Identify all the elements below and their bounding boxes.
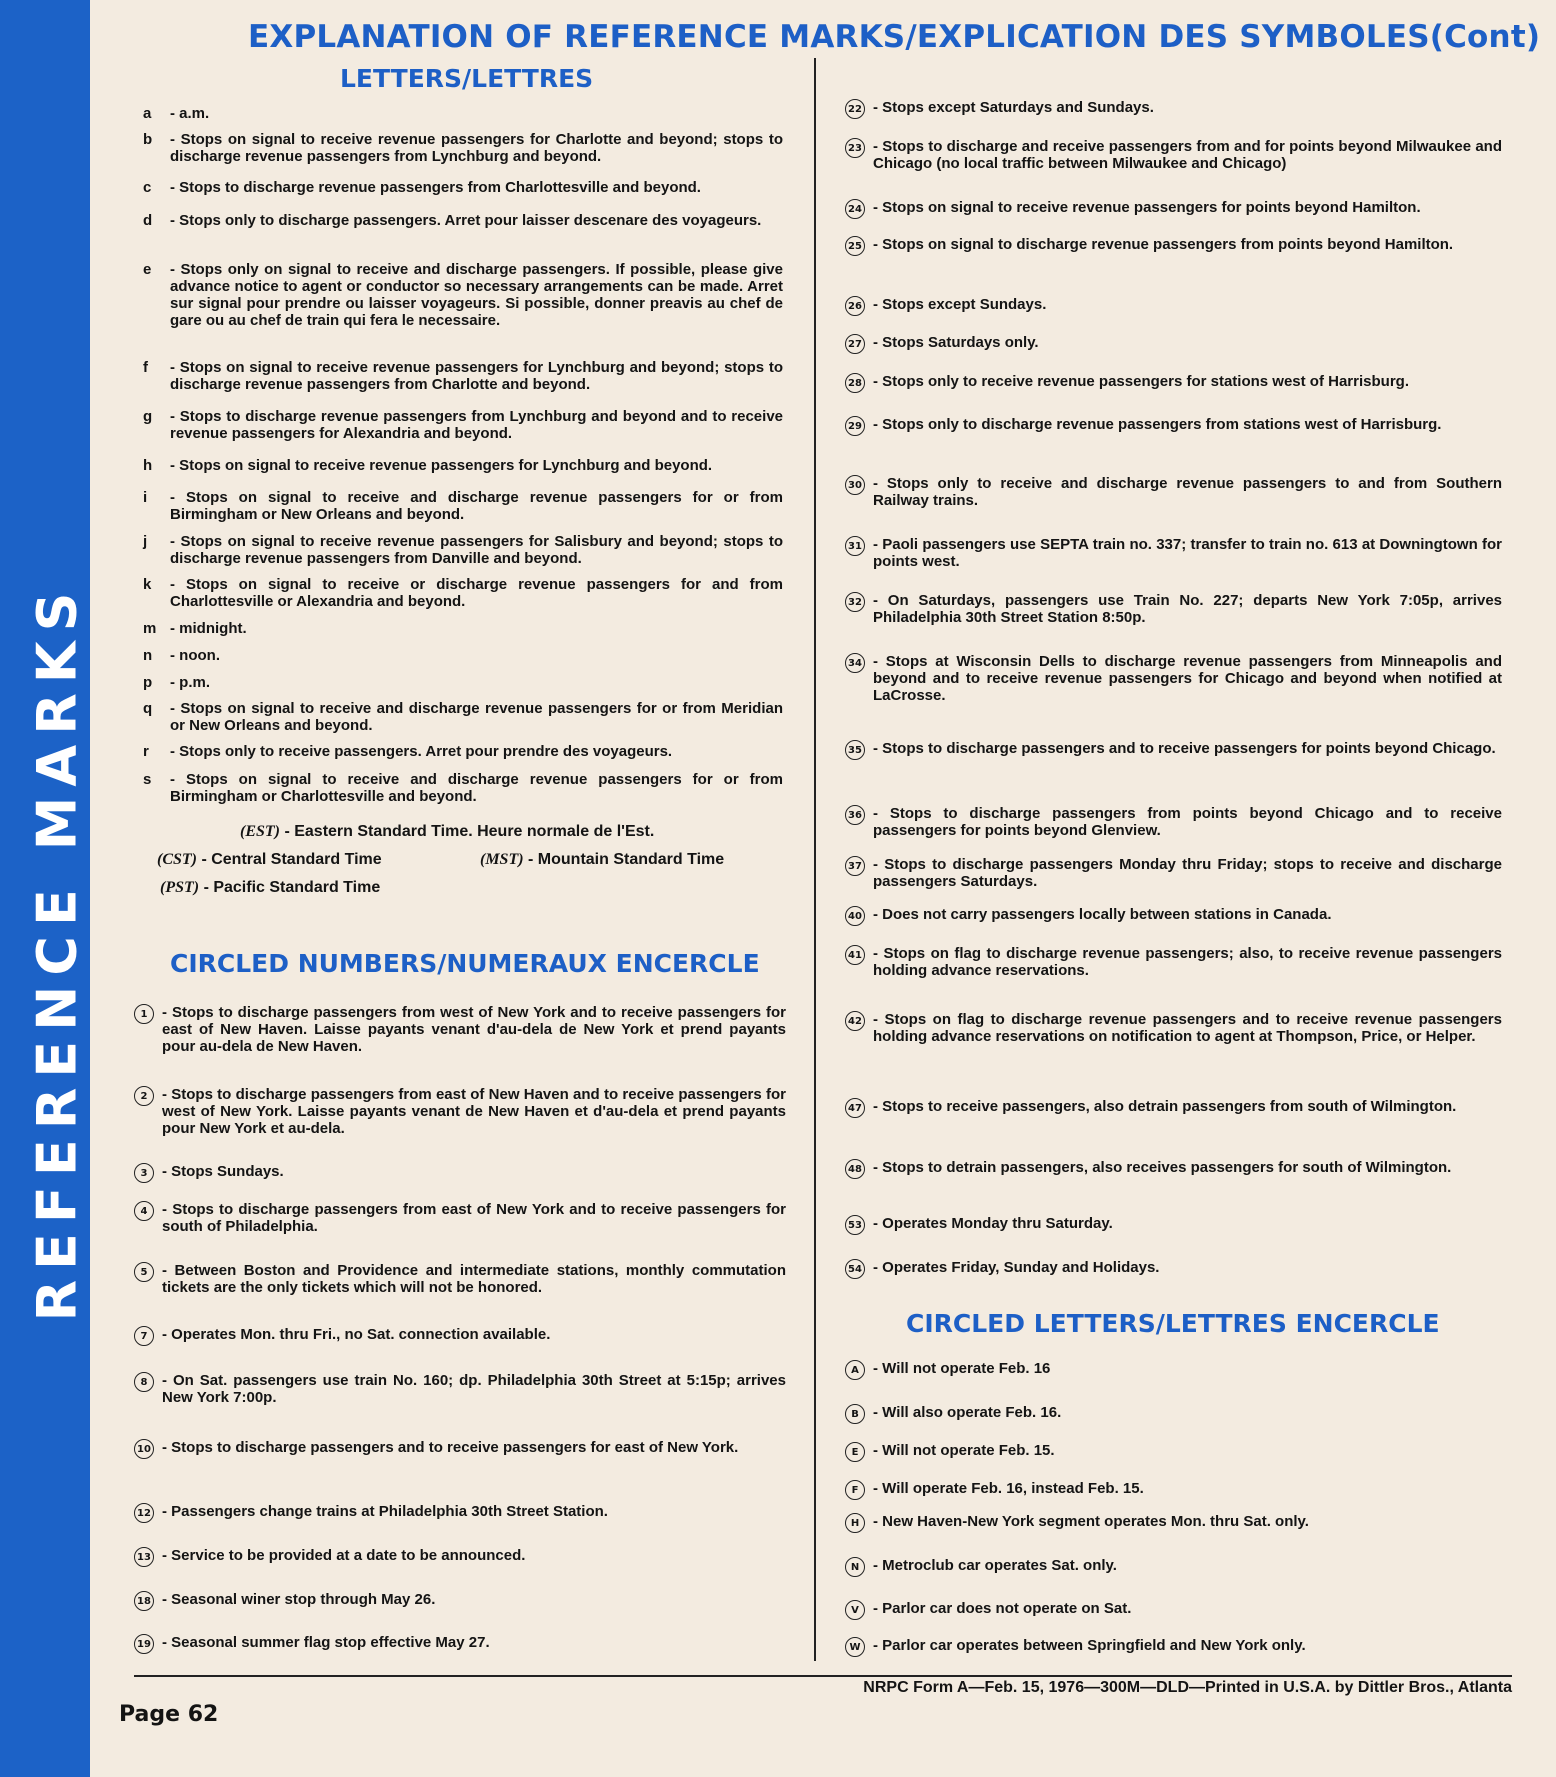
- letter-entry-j: j - Stops on signal to receive revenue passengers for Salisbury and beyond; stops to discharge revenue passengers from Danville and beyond.: [143, 533, 783, 567]
- circled-letter-entry-H: H - New Haven-New York segment operates Mon. thru Sat. only.: [845, 1513, 1502, 1533]
- circled-letter-entry-A: A - Will not operate Feb. 16: [845, 1360, 1502, 1380]
- circled-entry-31: 31 - Paoli passengers use SEPTA train no. 337; transfer to train no. 613 at Downingtown for points west.: [845, 536, 1502, 570]
- circled-entry-54: 54 - Operates Friday, Sunday and Holidays.: [845, 1259, 1502, 1279]
- letter-entry-s: s - Stops on signal to receive and discharge revenue passengers for or from Birmingham or Charlottesville and beyond.: [143, 771, 783, 805]
- page-title: EXPLANATION OF REFERENCE MARKS/EXPLICATION DES SYMBOLES(Cont): [248, 19, 1541, 55]
- circled-entry-18: 18 - Seasonal winer stop through May 26.: [134, 1591, 786, 1611]
- timezone-est: (EST) - Eastern Standard Time. Heure normale de l'Est.: [240, 823, 655, 840]
- letter-entry-k: k - Stops on signal to receive or discharge revenue passengers for and from Charlottesville or Alexandria and beyond.: [143, 576, 783, 610]
- circled-letter-entry-F: F - Will operate Feb. 16, instead Feb. 15.: [845, 1480, 1502, 1500]
- circled-letter-entry-V: V - Parlor car does not operate on Sat.: [845, 1600, 1502, 1620]
- circled-entry-30: 30 - Stops only to receive and discharge revenue passengers to and from Southern Railway trains.: [845, 475, 1502, 509]
- circled-entry-34: 34 - Stops at Wisconsin Dells to discharge revenue passengers from Minneapolis and beyond and to receive revenue passengers for Chicago and beyond when notified at LaCrosse.: [845, 653, 1502, 704]
- circled-entry-42: 42 - Stops on flag to discharge revenue passengers and to receive revenue passengers holding advance reservations on notification to agent at Thompson, Price, or Helper.: [845, 1011, 1502, 1045]
- circled-entry-10: 10 - Stops to discharge passengers and to receive passengers for east of New York.: [134, 1439, 786, 1459]
- sidebar-band: [0, 0, 90, 1777]
- letter-entry-r: r - Stops only to receive passengers. Arret pour prendre des voyageurs.: [143, 743, 673, 760]
- circled-entry-41: 41 - Stops on flag to discharge revenue passengers; also, to receive revenue passengers holding advance reservations.: [845, 945, 1502, 979]
- sidebar-label: REFERENCE MARKS: [25, 582, 89, 1322]
- circled-letter-entry-B: B - Will also operate Feb. 16.: [845, 1404, 1502, 1424]
- circled-letters-heading: CIRCLED LETTERS/LETTRES ENCERCLE: [906, 1309, 1440, 1338]
- circled-entry-5: 5 - Between Boston and Providence and intermediate stations, monthly commutation tickets are the only tickets which will not be honored.: [134, 1262, 786, 1296]
- letter-entry-c: c - Stops to discharge revenue passengers from Charlottesville and beyond.: [143, 179, 701, 196]
- circled-entry-19: 19 - Seasonal summer flag stop effective May 27.: [134, 1634, 786, 1654]
- circled-numbers-heading: CIRCLED NUMBERS/NUMERAUX ENCERCLE: [170, 949, 760, 978]
- circled-entry-8: 8 - On Sat. passengers use train No. 160; dp. Philadelphia 30th Street at 5:15p; arrives New York 7:00p.: [134, 1372, 786, 1406]
- circled-letter-entry-E: E - Will not operate Feb. 15.: [845, 1442, 1502, 1462]
- circled-entry-25: 25 - Stops on signal to discharge revenue passengers from points beyond Hamilton.: [845, 236, 1502, 256]
- letter-entry-f: f - Stops on signal to receive revenue passengers for Lynchburg and beyond; stops to discharge revenue passengers from Charlotte and beyond.: [143, 359, 783, 393]
- circled-entry-40: 40 - Does not carry passengers locally between stations in Canada.: [845, 906, 1502, 926]
- circled-entry-13: 13 - Service to be provided at a date to be announced.: [134, 1547, 786, 1567]
- letter-entry-e: e - Stops only on signal to receive and discharge passengers. If possible, please give advance notice to agent or conductor so necessary arrangements can be made. Arret sur signal pour prendre ou laisser voyageurs. Si possible, donner preavis au chef de gare ou au chef de train qui fera le necessaire.: [143, 261, 783, 329]
- letter-entry-h: h - Stops on signal to receive revenue passengers for Lynchburg and beyond.: [143, 457, 713, 474]
- letter-entry-m: m - midnight.: [143, 620, 247, 637]
- letter-entry-n: n - noon.: [143, 647, 220, 664]
- circled-entry-2: 2 - Stops to discharge passengers from east of New Haven and to receive passengers for west of New York. Laisse payants venant de New Haven et d'au-dela et prend payants pour New York et au-dela.: [134, 1086, 786, 1137]
- circled-entry-28: 28 - Stops only to receive revenue passengers for stations west of Harrisburg.: [845, 373, 1502, 393]
- circled-entry-4: 4 - Stops to discharge passengers from east of New York and to receive passengers for south of Philadelphia.: [134, 1201, 786, 1235]
- letter-entry-g: g - Stops to discharge revenue passengers from Lynchburg and beyond and to receive revenue passengers for Alexandria and beyond.: [143, 408, 783, 442]
- circled-entry-3: 3 - Stops Sundays.: [134, 1163, 786, 1183]
- timezone-pst: (PST) - Pacific Standard Time: [160, 879, 381, 896]
- circled-entry-47: 47 - Stops to receive passengers, also detrain passengers from south of Wilmington.: [845, 1098, 1502, 1118]
- column-divider: [814, 58, 816, 1661]
- timezone-cst: (CST) - Central Standard Time: [157, 851, 382, 868]
- circled-entry-27: 27 - Stops Saturdays only.: [845, 334, 1502, 354]
- timezone-mst: (MST) - Mountain Standard Time: [480, 851, 725, 868]
- letter-entry-i: i - Stops on signal to receive and discharge revenue passengers for or from Birmingham or New Orleans and beyond.: [143, 489, 783, 523]
- letters-heading: LETTERS/LETTRES: [340, 64, 594, 93]
- footer-form-note: NRPC Form A—Feb. 15, 1976—300M—DLD—Printed in U.S.A. by Dittler Bros., Atlanta: [863, 1679, 1512, 1696]
- circled-entry-32: 32 - On Saturdays, passengers use Train No. 227; departs New York 7:05p, arrives Philadelphia 30th Street Station 8:50p.: [845, 592, 1502, 626]
- circled-entry-1: 1 - Stops to discharge passengers from west of New York and to receive passengers for east of New Haven. Laisse payants venant d'au-dela de New York et prend payants pour au-dela de New Haven.: [134, 1004, 786, 1055]
- letter-entry-a: a - a.m.: [143, 105, 210, 122]
- circled-entry-22: 22 - Stops except Saturdays and Sundays.: [845, 99, 1502, 119]
- circled-entry-24: 24 - Stops on signal to receive revenue passengers for points beyond Hamilton.: [845, 199, 1502, 219]
- letter-entry-d: d - Stops only to discharge passengers. Arret pour laisser descenare des voyageurs.: [143, 212, 762, 229]
- circled-entry-36: 36 - Stops to discharge passengers from points beyond Chicago and to receive passengers for points beyond Glenview.: [845, 805, 1502, 839]
- circled-entry-7: 7 - Operates Mon. thru Fri., no Sat. connection available.: [134, 1326, 786, 1346]
- circled-entry-37: 37 - Stops to discharge passengers Monday thru Friday; stops to receive and discharge passengers Saturdays.: [845, 856, 1502, 890]
- circled-entry-26: 26 - Stops except Sundays.: [845, 296, 1502, 316]
- circled-entry-12: 12 - Passengers change trains at Philadelphia 30th Street Station.: [134, 1503, 786, 1523]
- page-number: Page 62: [119, 1702, 219, 1727]
- circled-entry-48: 48 - Stops to detrain passengers, also receives passengers for south of Wilmington.: [845, 1159, 1502, 1179]
- circled-letter-entry-W: W - Parlor car operates between Springfield and New York only.: [845, 1637, 1502, 1657]
- footer-rule: [134, 1675, 1512, 1677]
- letter-entry-b: b - Stops on signal to receive revenue passengers for Charlotte and beyond; stops to discharge revenue passengers from Lynchburg and beyond.: [143, 131, 783, 165]
- circled-entry-35: 35 - Stops to discharge passengers and to receive passengers for points beyond Chicago.: [845, 740, 1502, 760]
- letter-entry-p: p - p.m.: [143, 674, 210, 691]
- circled-entry-53: 53 - Operates Monday thru Saturday.: [845, 1215, 1502, 1235]
- circled-entry-23: 23 - Stops to discharge and receive passengers from and for points beyond Milwaukee and Chicago (no local traffic between Milwaukee and Chicago): [845, 138, 1502, 172]
- circled-entry-29: 29 - Stops only to discharge revenue passengers from stations west of Harrisburg.: [845, 416, 1502, 436]
- circled-letter-entry-N: N - Metroclub car operates Sat. only.: [845, 1557, 1502, 1577]
- letter-entry-q: q - Stops on signal to receive and discharge revenue passengers for or from Meridian or New Orleans and beyond.: [143, 700, 783, 734]
